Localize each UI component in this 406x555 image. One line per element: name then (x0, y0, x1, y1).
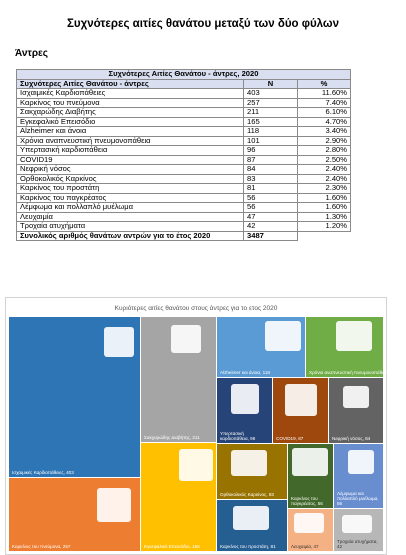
percent-cell: 6.10% (298, 108, 351, 118)
treemap-tile-prostate (217, 500, 287, 551)
treemap-label: Νεφρική νόσος, 84 (332, 436, 371, 441)
treemap-tile-lung-cancer (9, 478, 140, 551)
ischemic-image-icon (104, 327, 134, 357)
percent-cell: 3.40% (298, 127, 351, 137)
hypertensive-image-icon (231, 384, 259, 414)
treemap-label: Καρκίνος του προστάτη, 81 (220, 544, 276, 549)
table-row (17, 203, 351, 213)
treemap-tile-kidney (329, 378, 383, 443)
cause-cell: Καρκίνος του παγκρέατος (17, 193, 244, 203)
count-cell: 96 (244, 146, 298, 156)
prostate-image-icon (233, 506, 269, 530)
column-header-n: N (244, 79, 298, 89)
pancreas-image-icon (292, 448, 328, 476)
treemap-tile-leukemia (288, 509, 333, 551)
count-cell: 81 (244, 184, 298, 194)
treemap-tile-alzheimer (217, 317, 305, 377)
chart-title: Κυριότερες αιτίες θανάτου στους άντρες για το ετος 2020 (114, 305, 278, 312)
percent-cell: 2.40% (298, 165, 351, 175)
percent-cell: 11.60% (298, 89, 351, 99)
cause-cell: Χρόνια αναπνευστική πνευμονοπάθεια (17, 136, 244, 146)
cause-cell: Ισχαιμικές Καρδιοπάθειες (17, 89, 244, 99)
total-label: Συνολικός αριθμός θανάτων αντρών για το έτος 2020 (17, 231, 244, 241)
alzheimer-image-icon (265, 321, 301, 351)
table-caption: Συχνότερες Αιτίες Θανάτου - άντρες, 2020 (17, 70, 351, 80)
table-row (17, 127, 351, 137)
treemap-tile-colorectal (217, 444, 287, 499)
treemap-tile-traffic (334, 509, 383, 551)
percent-cell: 7.40% (298, 98, 351, 108)
treemap-label: Ισχαιμικές Καρδιοπάθειες, 403 (12, 470, 74, 475)
table-row (17, 89, 351, 99)
treemap-tile-chronic-respiratory (306, 317, 399, 377)
count-cell: 56 (244, 203, 298, 213)
treemap-label: Alzheimer και άνοια, 118 (220, 370, 270, 375)
treemap-tile-lymphoma (334, 444, 383, 508)
percent-cell: 2.30% (298, 184, 351, 194)
table-row (17, 108, 351, 118)
treemap-label: Λευχαιμία, 47 (291, 544, 319, 549)
treemap-label: Υπερτασική καρδιοπάθεια, 96 (220, 431, 256, 441)
colorectal-image-icon (231, 450, 267, 476)
count-cell: 84 (244, 165, 298, 175)
percent-cell: 1.60% (298, 193, 351, 203)
percent-cell: 2.50% (298, 155, 351, 165)
lung-cancer-image-icon (97, 488, 131, 522)
treemap-tile-stroke (141, 443, 216, 551)
cause-cell: Alzheimer και άνοια (17, 127, 244, 137)
treemap-label: Λέμφωμα και πολλαπλό μυέλωμα, 56 (337, 491, 379, 506)
cause-cell: Καρκίνος του προστάτη (17, 184, 244, 194)
table-row (17, 146, 351, 156)
count-cell: 165 (244, 117, 298, 127)
treemap-label: Χρόνια αναπνευστική πνευμονοπάθεια, 101 (309, 370, 399, 375)
causes-table (16, 69, 351, 241)
table-row (17, 184, 351, 194)
count-cell: 403 (244, 89, 298, 99)
diabetes-image-icon (171, 325, 201, 353)
count-cell: 211 (244, 108, 298, 118)
treemap-tile-diabetes (141, 317, 216, 442)
treemap-tile-hypertensive (217, 378, 272, 443)
total-row (17, 231, 351, 241)
column-header-cause: Συχνότερες Αιτίες Θανάτου - άντρες (17, 79, 244, 89)
treemap-chart (5, 297, 399, 555)
cause-cell: Λευχαιμία (17, 212, 244, 222)
treemap-label: Καρκίνος του παγκρέατος, 56 (291, 496, 323, 506)
traffic-image-icon (342, 515, 372, 533)
count-cell: 257 (244, 98, 298, 108)
percent-cell: 2.90% (298, 136, 351, 146)
section-heading: Άντρες (15, 48, 49, 59)
cause-cell: Ορθοκολικός Καρκίνος (17, 174, 244, 184)
percent-cell: 4.70% (298, 117, 351, 127)
stroke-image-icon (179, 449, 213, 481)
cause-cell: Λέμφωμα και πολλαπλό μυέλωμα (17, 203, 244, 213)
page-title: Συχνότερες αιτίες θανάτου μεταξύ των δύο φύλων (66, 18, 340, 30)
count-cell: 47 (244, 212, 298, 222)
treemap-label: Σακχαρώδης Διαβήτης, 211 (144, 435, 200, 440)
treemap-label: Ορθοκολικός Καρκίνος, 83 (220, 492, 274, 497)
lymphoma-image-icon (348, 450, 374, 474)
count-cell: 87 (244, 155, 298, 165)
treemap-label: Καρκίνος του πνεύμονα, 257 (12, 544, 71, 549)
percent-cell: 1.20% (298, 222, 351, 232)
kidney-image-icon (343, 386, 369, 408)
column-header-percent: % (298, 79, 351, 89)
table-caption-row (17, 70, 351, 80)
cause-cell: Σακχαρώδης Διαβήτης (17, 108, 244, 118)
percent-cell: 2.40% (298, 174, 351, 184)
count-cell: 101 (244, 136, 298, 146)
count-cell: 42 (244, 222, 298, 232)
count-cell: 83 (244, 174, 298, 184)
table-row (17, 222, 351, 232)
treemap-tile-pancreas (288, 444, 333, 508)
cause-cell: Εγκεφαλικό Επεισόδιο (17, 117, 244, 127)
percent-cell: 1.30% (298, 212, 351, 222)
percent-cell: 2.80% (298, 146, 351, 156)
covid19-image-icon (285, 384, 317, 416)
chronic-respiratory-image-icon (336, 321, 372, 351)
count-cell: 118 (244, 127, 298, 137)
leukemia-image-icon (294, 513, 324, 533)
treemap-tile-covid19 (273, 378, 328, 443)
table-row (17, 165, 351, 175)
percent-cell: 1.60% (298, 203, 351, 213)
cause-cell: Νεφρική νόσος (17, 165, 244, 175)
cause-cell: Τροχαία ατυχήματα (17, 222, 244, 232)
cause-cell: Υπερτασική καρδιοπάθεια (17, 146, 244, 156)
cause-cell: Καρκίνος του πνεύμονα (17, 98, 244, 108)
treemap-label: Εγκεφαλικό Επεισόδιο, 165 (144, 544, 200, 549)
count-cell: 56 (244, 193, 298, 203)
total-value: 3487 (244, 231, 298, 241)
treemap-tile-ischemic (9, 317, 140, 477)
cause-cell: COVID19 (17, 155, 244, 165)
treemap-label: Τροχαία ατυχήματα, 42 (337, 539, 378, 549)
total-empty-cell (298, 231, 351, 241)
treemap-label: COVID19, 87 (276, 436, 304, 441)
